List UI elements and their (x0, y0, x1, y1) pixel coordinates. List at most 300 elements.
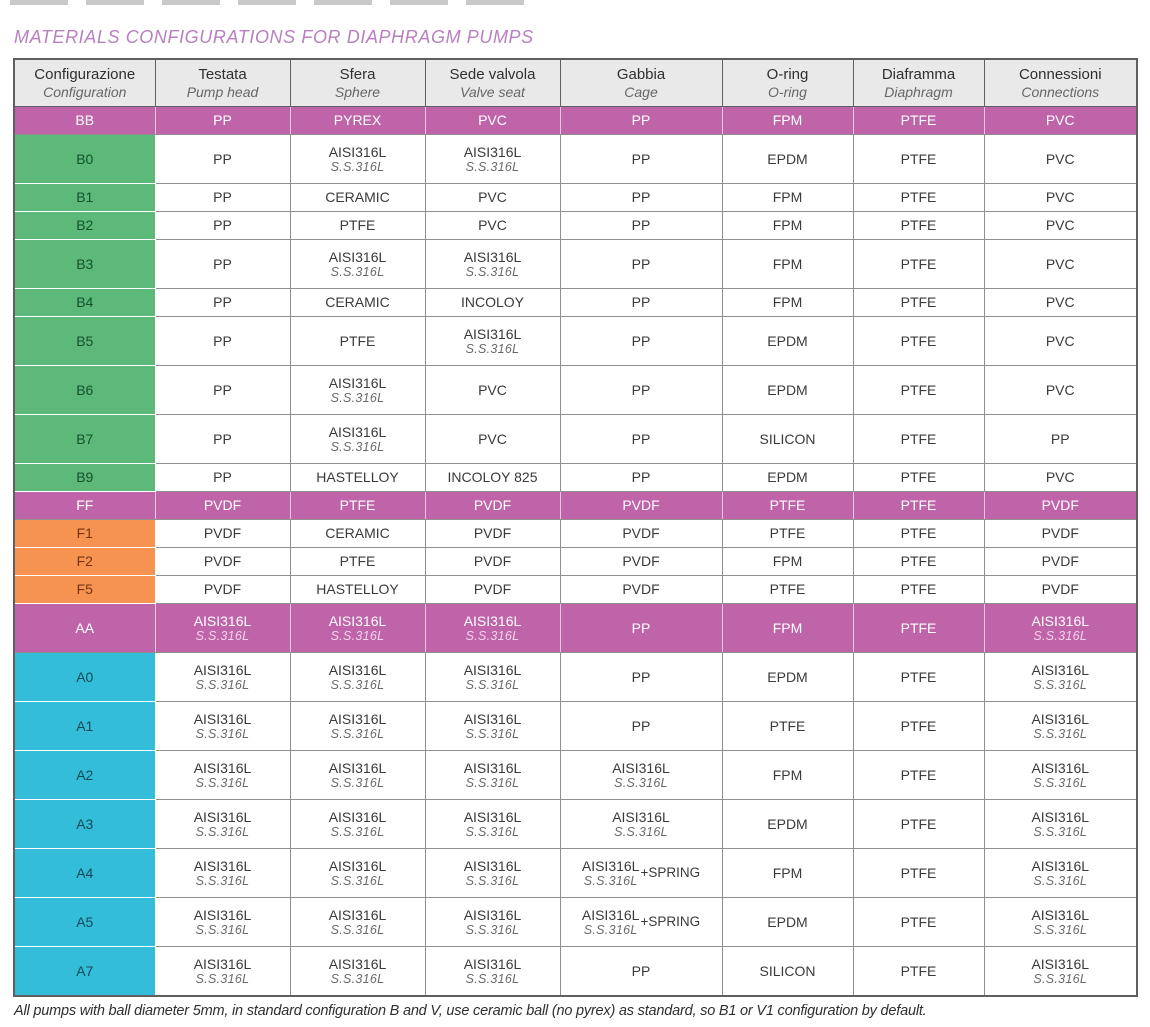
material-cell (290, 751, 425, 800)
material-cell: EPDM (722, 800, 853, 849)
material-cell: PP (155, 184, 290, 212)
config-code-cell: B4 (14, 289, 155, 317)
config-row-B0 (14, 135, 1137, 184)
material-cell (560, 849, 722, 898)
material-cell (155, 751, 290, 800)
material-name: AISI316L (463, 143, 522, 160)
material-subname: S.S.316L (330, 439, 385, 454)
material-subname: S.S.316L (330, 628, 385, 643)
config-code-cell: BB (14, 107, 155, 135)
material-name: AISI316L (463, 710, 522, 727)
material-name: AISI316L (463, 661, 522, 678)
material-cell (290, 604, 425, 653)
material-subname: S.S.316L (195, 726, 250, 741)
column-header-pump-head (155, 59, 290, 107)
config-row-F2 (14, 548, 1137, 576)
config-row-A4 (14, 849, 1137, 898)
material-cell: PTFE (853, 702, 984, 751)
material-subname: S.S.316L (465, 775, 520, 790)
material-cell: PVDF (155, 548, 290, 576)
material-stacked-label (464, 760, 522, 790)
material-cell: PTFE (853, 184, 984, 212)
material-cell: FPM (722, 107, 853, 135)
config-code-cell: B1 (14, 184, 155, 212)
material-cell: SILICON (722, 415, 853, 464)
material-cell: EPDM (722, 366, 853, 415)
material-cell: PP (560, 212, 722, 240)
config-row-BB (14, 107, 1137, 135)
material-cell: PP (560, 107, 722, 135)
material-cell (425, 653, 560, 702)
material-cell: PTFE (853, 576, 984, 604)
material-subname: S.S.316L (465, 264, 520, 279)
material-name: AISI316L (612, 759, 670, 776)
material-cell: PP (560, 702, 722, 751)
config-row-AA (14, 604, 1137, 653)
material-cell: PP (560, 604, 722, 653)
config-row-B4 (14, 289, 1137, 317)
material-cell: PVDF (984, 520, 1137, 548)
material-cell: PVC (984, 212, 1137, 240)
material-subname: S.S.316L (195, 824, 250, 839)
material-cell (290, 800, 425, 849)
material-cell: PVC (984, 366, 1137, 415)
material-stacked-label (464, 613, 522, 643)
material-cell (984, 751, 1137, 800)
material-cell: PTFE (290, 212, 425, 240)
material-cell: PTFE (853, 492, 984, 520)
material-name: AISI316L (193, 661, 252, 678)
material-stacked-label (464, 956, 522, 986)
config-row-A0 (14, 653, 1137, 702)
material-cell: FPM (722, 849, 853, 898)
material-name: AISI316L (328, 808, 387, 825)
material-cell (290, 653, 425, 702)
config-code-cell: A5 (14, 898, 155, 947)
material-cell (290, 849, 425, 898)
material-cell: PVDF (155, 492, 290, 520)
material-stacked-label (194, 956, 252, 986)
material-name: AISI316L (1031, 759, 1090, 776)
material-subname: S.S.316L (465, 824, 520, 839)
material-cell: FPM (722, 548, 853, 576)
material-subname: S.S.316L (465, 159, 520, 174)
material-cell: PYREX (290, 107, 425, 135)
material-stacked-label (194, 613, 252, 643)
material-stacked-label (464, 249, 522, 279)
material-name: AISI316L (1031, 955, 1090, 972)
config-row-B6 (14, 366, 1137, 415)
material-cell: EPDM (722, 464, 853, 492)
material-cell: CERAMIC (290, 520, 425, 548)
material-name: AISI316L (193, 808, 252, 825)
material-cell (984, 653, 1137, 702)
config-code-cell: B6 (14, 366, 155, 415)
material-cell: PTFE (722, 520, 853, 548)
material-cell: EPDM (722, 317, 853, 366)
material-cell: PP (560, 653, 722, 702)
material-cell: PVC (984, 240, 1137, 289)
material-cell: PP (560, 289, 722, 317)
material-stacked-label (612, 809, 670, 839)
material-cell: EPDM (722, 898, 853, 947)
material-name: AISI316L (193, 857, 252, 874)
config-code-cell: AA (14, 604, 155, 653)
material-name: AISI316L (328, 374, 387, 391)
material-cell (984, 800, 1137, 849)
material-cell: SILICON (722, 947, 853, 997)
material-cell: PVC (984, 464, 1137, 492)
config-code-cell: A2 (14, 751, 155, 800)
material-cell: PVC (425, 107, 560, 135)
material-cell: INCOLOY 825 (425, 464, 560, 492)
material-stacked-label (329, 662, 387, 692)
material-cell: PP (560, 184, 722, 212)
material-cell: PVC (984, 317, 1137, 366)
material-cell: CERAMIC (290, 184, 425, 212)
material-cell: PVDF (984, 548, 1137, 576)
material-name: AISI316L (193, 759, 252, 776)
column-header-valve-seat (425, 59, 560, 107)
column-label-english: O-ring (768, 83, 807, 100)
material-stacked-label (464, 326, 522, 356)
material-name: AISI316L (193, 906, 252, 923)
material-cell (290, 135, 425, 184)
config-row-A1 (14, 702, 1137, 751)
material-cell: PVC (984, 184, 1137, 212)
config-code-cell: F2 (14, 548, 155, 576)
material-cell (984, 604, 1137, 653)
material-subname: S.S.316L (465, 677, 520, 692)
material-stacked-label (329, 711, 387, 741)
material-cell: PVC (984, 107, 1137, 135)
material-stacked-label (464, 809, 522, 839)
material-subname: S.S.316L (465, 971, 520, 986)
material-cell: PVDF (155, 520, 290, 548)
material-cell: PP (560, 464, 722, 492)
material-cell (155, 653, 290, 702)
material-subname: S.S.316L (330, 824, 385, 839)
material-stacked-label (194, 760, 252, 790)
column-label-italian: Diaframma (881, 66, 956, 84)
config-row-A5 (14, 898, 1137, 947)
material-cell: PVC (425, 212, 560, 240)
material-cell: PTFE (853, 107, 984, 135)
column-label-english: Connections (1021, 83, 1100, 100)
config-code-cell: B7 (14, 415, 155, 464)
config-row-F5 (14, 576, 1137, 604)
material-stacked-label (329, 956, 387, 986)
material-subname: S.S.316L (330, 264, 385, 279)
material-stacked-label (1031, 662, 1089, 692)
material-cell: PTFE (853, 289, 984, 317)
material-cell (290, 947, 425, 997)
material-cell: PP (155, 317, 290, 366)
material-cell: HASTELLOY (290, 464, 425, 492)
material-stacked-label (329, 613, 387, 643)
material-cell: PTFE (290, 317, 425, 366)
material-cell: FPM (722, 604, 853, 653)
material-name: AISI316L (328, 857, 387, 874)
config-row-B3 (14, 240, 1137, 289)
config-code-cell: B2 (14, 212, 155, 240)
material-cell: PP (155, 464, 290, 492)
material-cell (425, 135, 560, 184)
material-cell (155, 898, 290, 947)
config-code-cell: FF (14, 492, 155, 520)
material-cell: PVDF (560, 576, 722, 604)
material-name: AISI316L (1031, 710, 1090, 727)
material-cell: PVC (984, 135, 1137, 184)
material-subname: S.S.316L (465, 341, 520, 356)
material-subname: S.S.316L (1033, 824, 1088, 839)
material-cell: PP (984, 415, 1137, 464)
material-name: AISI316L (328, 710, 387, 727)
config-code-cell: F5 (14, 576, 155, 604)
material-name: AISI316L (1031, 808, 1090, 825)
material-subname: S.S.316L (195, 677, 250, 692)
table-header (14, 59, 1137, 107)
material-cell (560, 751, 722, 800)
material-stacked-label (582, 858, 640, 888)
config-row-A2 (14, 751, 1137, 800)
material-subname: S.S.316L (1033, 873, 1088, 888)
material-subname: S.S.316L (330, 726, 385, 741)
column-header-o-ring (722, 59, 853, 107)
column-label-italian: Sfera (339, 66, 376, 84)
column-label-italian: Gabbia (616, 66, 666, 84)
material-cell: INCOLOY (425, 289, 560, 317)
material-cell: FPM (722, 240, 853, 289)
material-cell: PTFE (853, 548, 984, 576)
material-stacked-label (329, 907, 387, 937)
material-name: AISI316L (193, 612, 252, 629)
material-stacked-label (1031, 760, 1089, 790)
material-cell: PP (155, 289, 290, 317)
material-subname: S.S.316L (195, 873, 250, 888)
column-header-connections (984, 59, 1137, 107)
material-stacked-label (464, 662, 522, 692)
material-cell (155, 947, 290, 997)
material-subname: S.S.316L (614, 824, 668, 839)
config-code-cell: B5 (14, 317, 155, 366)
column-header-diaphragm (853, 59, 984, 107)
material-cell: FPM (722, 184, 853, 212)
material-cell: PVDF (425, 492, 560, 520)
column-label-italian: Testata (198, 66, 247, 84)
material-stacked-label (329, 858, 387, 888)
material-cell: PTFE (853, 240, 984, 289)
material-subname: S.S.316L (330, 922, 385, 937)
material-stacked-label (464, 858, 522, 888)
material-cell: EPDM (722, 653, 853, 702)
material-stacked-label (329, 809, 387, 839)
material-cell: CERAMIC (290, 289, 425, 317)
config-row-FF (14, 492, 1137, 520)
material-stacked-label (329, 375, 387, 405)
config-row-B1 (14, 184, 1137, 212)
material-stacked-label (329, 249, 387, 279)
material-cell: PVC (425, 184, 560, 212)
material-subname: S.S.316L (583, 922, 638, 937)
material-name: AISI316L (463, 612, 522, 629)
material-cell (290, 366, 425, 415)
material-cell (425, 800, 560, 849)
config-row-A7 (14, 947, 1137, 997)
material-subname: S.S.316L (195, 971, 250, 986)
material-subname: S.S.316L (1033, 971, 1088, 986)
material-cell: PVDF (560, 492, 722, 520)
material-name: AISI316L (463, 808, 522, 825)
material-name: AISI316L (328, 661, 387, 678)
config-row-B5 (14, 317, 1137, 366)
material-cell: PP (155, 366, 290, 415)
material-stacked-label (464, 144, 522, 174)
material-cell: PVDF (425, 576, 560, 604)
material-cell: PTFE (853, 653, 984, 702)
material-stacked-label (1031, 711, 1089, 741)
material-stacked-label (329, 424, 387, 454)
material-name: AISI316L (463, 248, 522, 265)
material-cell (984, 898, 1137, 947)
material-name: AISI316L (193, 955, 252, 972)
material-name: AISI316L (581, 906, 640, 923)
material-subname: S.S.316L (330, 390, 385, 405)
material-name: AISI316L (1031, 612, 1090, 629)
material-cell: PTFE (853, 415, 984, 464)
material-stacked-label (582, 907, 640, 937)
material-cell: FPM (722, 212, 853, 240)
material-stacked-label (194, 711, 252, 741)
material-name: AISI316L (581, 857, 640, 874)
material-cell: PVDF (984, 492, 1137, 520)
material-subname: S.S.316L (1033, 726, 1088, 741)
material-cell: PTFE (853, 849, 984, 898)
material-cell: PP (155, 415, 290, 464)
material-cell: PTFE (853, 212, 984, 240)
material-cell: PTFE (290, 492, 425, 520)
config-row-F1 (14, 520, 1137, 548)
material-cell: PP (560, 135, 722, 184)
material-cell: FPM (722, 751, 853, 800)
material-name: AISI316L (328, 423, 387, 440)
config-code-cell: B9 (14, 464, 155, 492)
material-cell: PVDF (425, 548, 560, 576)
material-cell (290, 702, 425, 751)
material-stacked-label (194, 907, 252, 937)
material-cell (560, 800, 722, 849)
column-label-english: Pump head (186, 83, 259, 100)
material-name: AISI316L (328, 955, 387, 972)
material-cell: FPM (722, 289, 853, 317)
material-cell: PTFE (853, 604, 984, 653)
material-cell: PTFE (853, 317, 984, 366)
material-name: AISI316L (328, 759, 387, 776)
material-stacked-label (194, 858, 252, 888)
material-cell: PTFE (722, 702, 853, 751)
config-code-cell: A7 (14, 947, 155, 997)
material-name: AISI316L (463, 857, 522, 874)
material-cell: PP (560, 947, 722, 997)
material-cell: PTFE (853, 800, 984, 849)
config-row-B2 (14, 212, 1137, 240)
material-subname: S.S.316L (195, 628, 250, 643)
material-cell (425, 751, 560, 800)
material-cell (425, 317, 560, 366)
column-label-english: Sphere (334, 83, 381, 100)
material-cell: PTFE (853, 135, 984, 184)
material-cell: PTFE (853, 947, 984, 997)
column-label-italian: Sede valvola (449, 66, 536, 84)
spring-suffix-label: +SPRING (640, 914, 701, 930)
config-row-B7 (14, 415, 1137, 464)
column-label-english: Configuration (43, 83, 127, 100)
material-cell (560, 898, 722, 947)
material-subname: S.S.316L (1033, 775, 1088, 790)
config-code-cell: A0 (14, 653, 155, 702)
cropped-text-artifact (10, 0, 540, 5)
column-label-italian: Configurazione (34, 66, 136, 84)
page-title: MATERIALS CONFIGURATIONS FOR DIAPHRAGM PUMPS (14, 27, 534, 47)
material-subname: S.S.316L (583, 873, 638, 888)
material-subname: S.S.316L (465, 873, 520, 888)
material-cell: PP (155, 212, 290, 240)
material-cell: PP (155, 240, 290, 289)
material-name: AISI316L (193, 710, 252, 727)
spring-suffix-label: +SPRING (640, 865, 701, 881)
column-label-english: Diaphragm (884, 83, 953, 100)
material-name: AISI316L (328, 248, 387, 265)
material-cell (425, 240, 560, 289)
material-cell: PVDF (560, 548, 722, 576)
material-cell (984, 947, 1137, 997)
material-subname: S.S.316L (1033, 677, 1088, 692)
material-cell: PTFE (853, 751, 984, 800)
material-cell: PP (560, 240, 722, 289)
config-code-cell: B3 (14, 240, 155, 289)
column-label-english: Valve seat (460, 83, 525, 100)
material-subname: S.S.316L (330, 873, 385, 888)
material-cell: PP (155, 135, 290, 184)
material-stacked-label (194, 662, 252, 692)
material-cell: PVC (425, 415, 560, 464)
material-stacked-label (329, 144, 387, 174)
material-cell: PTFE (853, 898, 984, 947)
material-cell (425, 604, 560, 653)
material-cell (290, 415, 425, 464)
material-subname: S.S.316L (465, 726, 520, 741)
material-cell: PVDF (425, 520, 560, 548)
footnote: All pumps with ball diameter 5mm, in standard configuration B and V, use ceramic ball (no pyrex) as standard, so B1 or V1 configuration by default. (14, 1003, 927, 1019)
material-cell: PVDF (560, 520, 722, 548)
material-subname: S.S.316L (465, 628, 520, 643)
material-cell: PTFE (722, 576, 853, 604)
column-label-italian: O-ring (766, 66, 809, 84)
config-code-cell: A4 (14, 849, 155, 898)
material-stacked-label (1031, 809, 1089, 839)
material-cell: PTFE (853, 520, 984, 548)
material-cell: PP (155, 107, 290, 135)
material-cell (155, 800, 290, 849)
material-cell: PP (560, 366, 722, 415)
material-name: AISI316L (328, 906, 387, 923)
material-stacked-label (612, 760, 670, 790)
material-cell (425, 947, 560, 997)
config-code-cell: B0 (14, 135, 155, 184)
material-cell (984, 702, 1137, 751)
material-cell: EPDM (722, 135, 853, 184)
material-subname: S.S.316L (330, 775, 385, 790)
